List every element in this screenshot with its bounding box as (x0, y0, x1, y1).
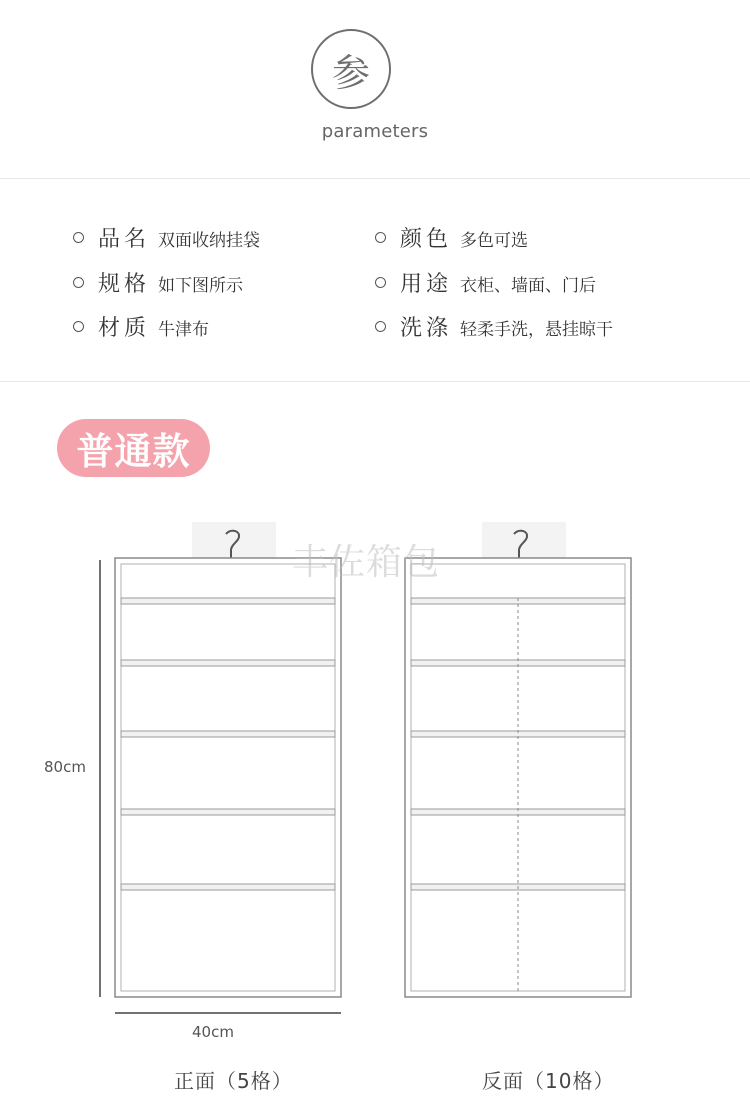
badge-character: 参 (331, 50, 370, 95)
front-pocket-seam-2 (121, 660, 335, 666)
front-pocket-seam-4 (121, 809, 335, 815)
param-key: 洗涤 (400, 316, 453, 341)
front-hook-background (192, 522, 276, 558)
param-material (73, 311, 260, 341)
param-value: 轻柔手洗，悬挂晾干 (460, 320, 614, 340)
param-key: 颜色 (400, 227, 453, 252)
param-value: 多色可选 (460, 231, 529, 251)
param-product-name (73, 222, 260, 252)
bullet-icon (73, 232, 84, 243)
param-value: 牛津布 (158, 320, 210, 340)
back-hook-background (482, 522, 566, 558)
param-color (375, 222, 613, 252)
section-subtitle: parameters (321, 121, 429, 142)
param-value: 衣柜、墙面、门后 (460, 276, 597, 296)
front-bag-inner (121, 564, 335, 991)
front-caption: 正面（5格） (174, 1069, 293, 1093)
front-pocket-seam-1 (121, 598, 335, 604)
section-badge (311, 29, 391, 109)
param-usage (375, 267, 613, 297)
bullet-icon (73, 321, 84, 332)
divider-top (0, 178, 750, 179)
back-bag (405, 558, 631, 997)
param-washing (375, 311, 613, 341)
param-key: 规格 (98, 272, 151, 297)
param-key: 用途 (400, 272, 453, 297)
watermark-text: 丰佐箱包 (292, 542, 441, 583)
param-key: 材质 (98, 316, 151, 341)
front-pocket-seam-5 (121, 884, 335, 890)
bullet-icon (375, 321, 386, 332)
back-caption: 反面（10格） (482, 1069, 615, 1093)
divider-bottom (0, 381, 750, 382)
front-pocket-seam-3 (121, 731, 335, 737)
params-right-column (375, 222, 613, 341)
param-value: 双面收纳挂袋 (158, 231, 261, 251)
param-value: 如下图所示 (158, 276, 244, 296)
param-key: 品名 (98, 227, 151, 252)
params-left-column (73, 222, 260, 341)
front-pockets (121, 598, 335, 890)
hanging-bag-diagram (0, 510, 750, 1030)
width-label: 40cm (192, 1023, 234, 1041)
front-bag-outer (115, 558, 341, 997)
height-label: 80cm (44, 758, 86, 776)
bullet-icon (375, 277, 386, 288)
bullet-icon (73, 277, 84, 288)
param-spec (73, 267, 260, 297)
style-tag: 普通款 (57, 419, 210, 477)
front-bag (115, 558, 341, 997)
bullet-icon (375, 232, 386, 243)
